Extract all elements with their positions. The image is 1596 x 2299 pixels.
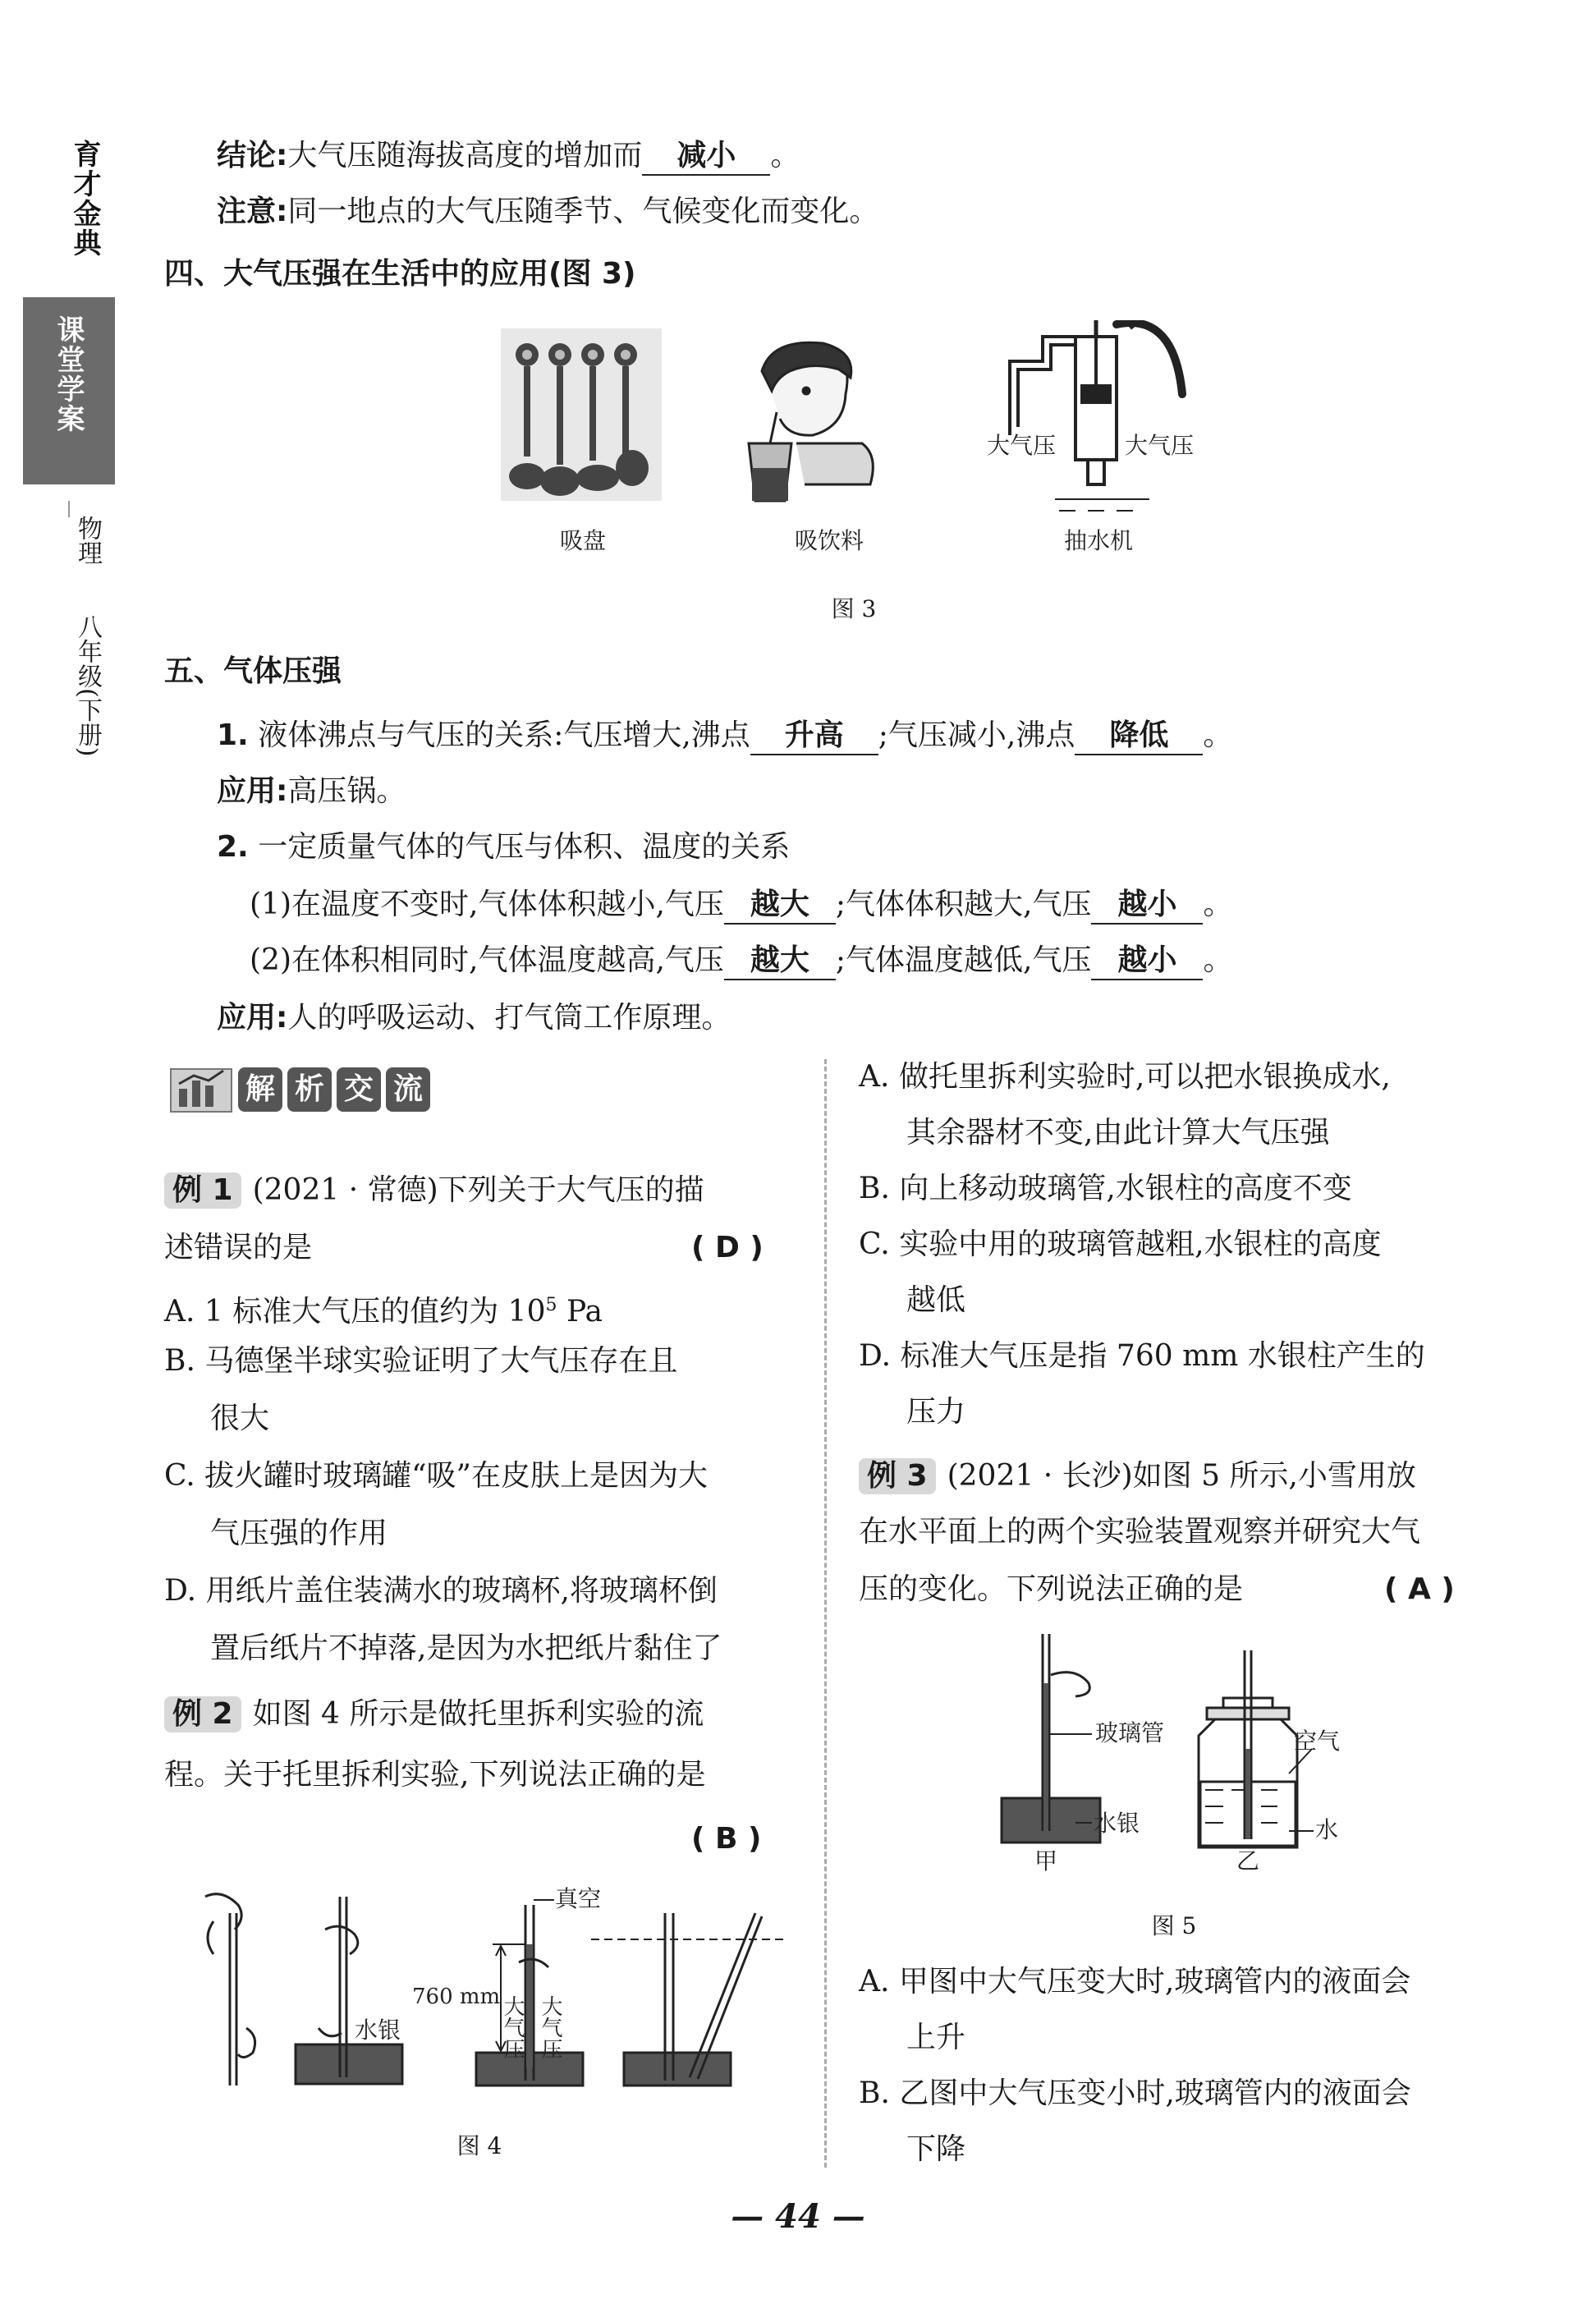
caption-suction: 吸盘 bbox=[559, 527, 607, 554]
example2-option-a-cont: 其余器材不变,由此计算大气压强 bbox=[906, 1116, 1330, 1150]
section5-app1: 应用:高压锅。 bbox=[217, 774, 406, 808]
banner-char: 析 bbox=[287, 1067, 332, 1112]
example3-option-b: B. 乙图中大气压变小时,玻璃管内的液面会 bbox=[859, 2076, 1411, 2110]
fig5-air-label: 空气 bbox=[1294, 1728, 1341, 1755]
figure-3 bbox=[484, 320, 1256, 558]
grade-label: 八年级(下册) bbox=[73, 614, 102, 757]
figure-4-caption: 图 4 bbox=[456, 2132, 502, 2159]
brand-title: 育才金典 bbox=[68, 140, 101, 258]
fig4-height-label: 760 mm bbox=[412, 1985, 501, 2009]
series-badge bbox=[23, 297, 115, 484]
section5-sub2: (2)在体积相同时,气体温度越高,气压 越大 ;气体温度越低,气压 越小 。 bbox=[250, 943, 1232, 980]
figure-4 bbox=[181, 1880, 788, 2110]
example1-stem-2: 述错误的是 bbox=[164, 1231, 313, 1264]
example1-stem: 例 1 (2021 · 常德)下列关于大气压的描 bbox=[164, 1172, 704, 1209]
example2-option-c: C. 实验中用的玻璃管越粗,水银柱的高度 bbox=[859, 1228, 1382, 1261]
conclusion-line: 结论:大气压随海拔高度的增加而 减小 。 bbox=[217, 138, 800, 176]
fig5-water-label: 水 bbox=[1315, 1816, 1339, 1843]
example3-stem: 例 3 (2021 · 长沙)如图 5 所示,小雪用放 bbox=[859, 1458, 1416, 1494]
note-line: 注意:同一地点的大气压随季节、气候变化而变化。 bbox=[217, 195, 879, 228]
example3-option-a: A. 甲图中大气压变大时,玻璃管内的液面会 bbox=[859, 1965, 1411, 1998]
example1-option-a: A. 1 标准大气压的值约为 $10^5$ Pa bbox=[164, 1295, 603, 1328]
sidebar-divider bbox=[68, 501, 70, 517]
figure-5-caption: 图 5 bbox=[1151, 1912, 1197, 1939]
example2-stem: 例 2 如图 4 所示是做托里拆利实验的流 bbox=[164, 1696, 704, 1732]
section5-sub1: (1)在温度不变时,气体体积越小,气压 越大 ;气体体积越大,气压 越小 。 bbox=[250, 887, 1232, 925]
banner-char: 流 bbox=[386, 1067, 430, 1112]
example-label: 例 1 bbox=[164, 1172, 241, 1209]
fig4-atm-right: 大气压 bbox=[538, 1995, 562, 2059]
example1-option-c-cont: 气压强的作用 bbox=[210, 1517, 388, 1550]
section5-title: 五、气体压强 bbox=[164, 654, 342, 688]
boy-drinking-image bbox=[749, 342, 873, 501]
example2-option-b: B. 向上移动玻璃管,水银柱的高度不变 bbox=[859, 1172, 1352, 1205]
section5-item1: 1. 液体沸点与气压的关系:气压增大,沸点 升高 ;气压减小,沸点 降低 。 bbox=[217, 718, 1232, 755]
example3-stem-2: 在水平面上的两个实验装置观察并研究大气 bbox=[859, 1515, 1421, 1549]
banner-char: 解 bbox=[238, 1067, 282, 1112]
pump-label-right: 大气压 bbox=[1125, 432, 1195, 459]
series-title: 课堂学案 bbox=[52, 315, 85, 434]
figure-5 bbox=[985, 1626, 1346, 1880]
fig5-yi-label: 乙 bbox=[1236, 1847, 1260, 1875]
example3-option-b-cont: 下降 bbox=[906, 2132, 966, 2166]
example2-stem-2: 程。关于托里拆利实验,下列说法正确的是 bbox=[164, 1758, 706, 1792]
suction-cup-image bbox=[501, 328, 662, 501]
example-label: 例 2 bbox=[164, 1696, 241, 1732]
fig5-tube-label: 玻璃管 bbox=[1095, 1719, 1165, 1746]
analysis-banner bbox=[169, 1064, 430, 1115]
example-label: 例 3 bbox=[859, 1458, 936, 1494]
example2-answer: ( B ) bbox=[691, 1822, 762, 1856]
caption-drink: 吸饮料 bbox=[794, 527, 864, 554]
example2-option-a: A. 做托里拆利实验时,可以把水银换成水, bbox=[859, 1060, 1391, 1094]
section5-item2: 2. 一定质量气体的气压与体积、温度的关系 bbox=[217, 830, 791, 864]
pump-label-left: 大气压 bbox=[987, 432, 1057, 459]
section5-app2: 应用:人的呼吸运动、打气筒工作原理。 bbox=[217, 1001, 732, 1035]
example2-option-d: D. 标准大气压是指 760 mm 水银柱产生的 bbox=[859, 1339, 1425, 1373]
banner-char: 交 bbox=[337, 1067, 381, 1112]
fig4-vacuum-label: 真空 bbox=[555, 1885, 602, 1912]
page-number: — 44 — bbox=[731, 2197, 865, 2236]
example1-option-c: C. 拔火罐时玻璃罐“吸”在皮肤上是因为大 bbox=[164, 1459, 708, 1493]
fig5-jia-label: 甲 bbox=[1034, 1847, 1058, 1875]
figure-3-caption: 图 3 bbox=[831, 595, 877, 622]
column-divider bbox=[824, 1059, 827, 2168]
answer-blank: 减小 bbox=[642, 138, 770, 176]
example3-stem-3: 压的变化。下列说法正确的是 bbox=[859, 1572, 1244, 1606]
chart-icon bbox=[169, 1064, 235, 1115]
fig4-mercury-label: 水银 bbox=[355, 2017, 401, 2044]
example1-option-d: D. 用纸片盖住装满水的玻璃杯,将玻璃杯倒 bbox=[164, 1574, 718, 1608]
caption-pump: 抽水机 bbox=[1063, 527, 1134, 554]
section4-title: 四、大气压强在生活中的应用(图 3) bbox=[164, 257, 636, 291]
fig5-mercury-label: 水银 bbox=[1094, 1810, 1140, 1837]
fig4-atm-left: 大气压 bbox=[500, 1995, 525, 2059]
example1-option-b: B. 马德堡半球实验证明了大气压存在且 bbox=[164, 1344, 678, 1378]
subject-label: 物理 bbox=[73, 516, 102, 565]
example3-answer: ( A ) bbox=[1384, 1572, 1455, 1606]
water-pump-image bbox=[1010, 320, 1182, 511]
example1-answer: ( D ) bbox=[691, 1231, 764, 1264]
example3-option-a-cont: 上升 bbox=[906, 2021, 966, 2054]
example2-option-d-cont: 压力 bbox=[906, 1395, 966, 1429]
example1-option-b-cont: 很大 bbox=[210, 1402, 270, 1435]
example2-option-c-cont: 越低 bbox=[906, 1283, 966, 1317]
example1-option-d-cont: 置后纸片不掉落,是因为水把纸片黏住了 bbox=[210, 1631, 722, 1665]
